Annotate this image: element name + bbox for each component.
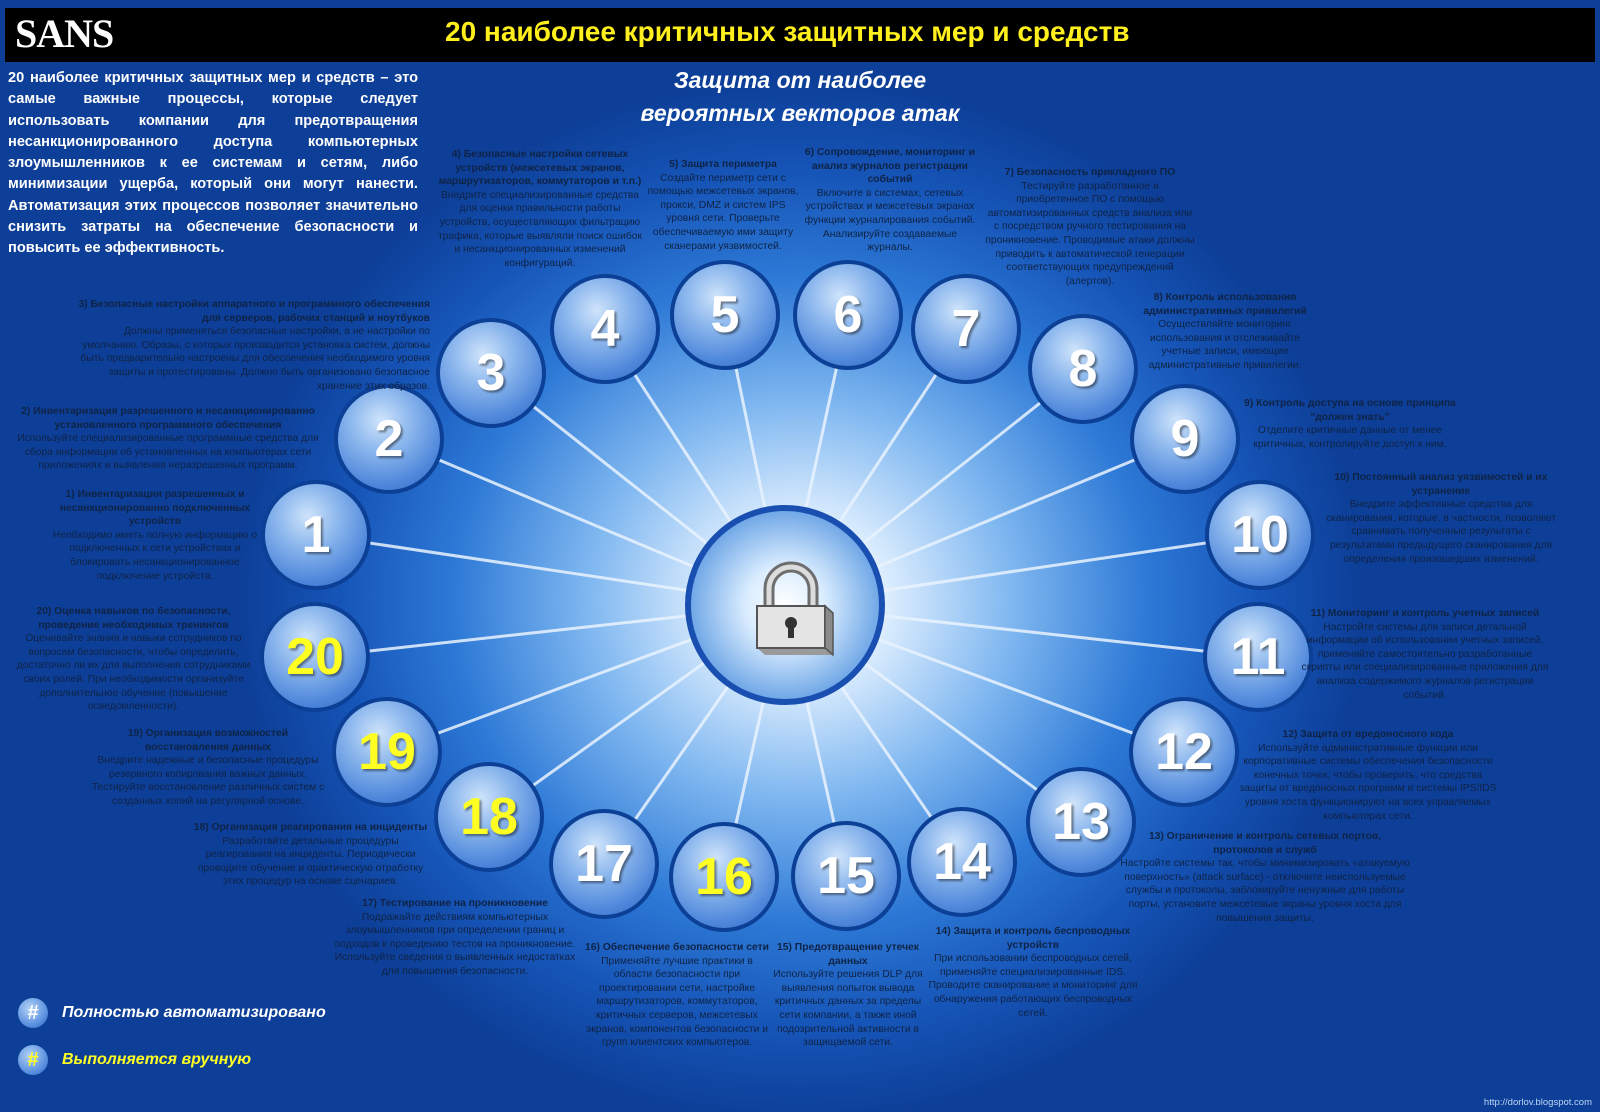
- control-body-13: Настройте системы так, чтобы минимизировать «атакуемую поверхность» (attack surface) - отключите неиспользуемые службы и протоколы, заблокируйте ненужные для работы порты, установите межсетевые экраны уровня хоста для повышения защиты.: [1120, 858, 1410, 924]
- control-title-6: 6) Сопровождение, мониторинг и анализ журналов регистрации событий: [804, 147, 976, 186]
- control-circle-11: 11: [1203, 602, 1313, 712]
- control-title-9: 9) Контроль доступа на основе принципа "должен знать": [1244, 398, 1456, 423]
- control-circle-5: 5: [670, 260, 780, 370]
- control-title-16: 16) Обеспечение безопасности сети: [585, 942, 769, 953]
- control-title-14: 14) Защита и контроль беспроводных устройств: [935, 926, 1131, 951]
- subtitle-line-2: вероятных векторов атак: [640, 100, 960, 126]
- control-description-8: [1130, 291, 1320, 373]
- page-title: 20 наиболее критичных защитных мер и средств: [445, 16, 1130, 47]
- legend-manual-bullet: #: [16, 1043, 50, 1077]
- control-circle-7: 7: [911, 274, 1021, 384]
- control-circle-10: 10: [1205, 480, 1315, 590]
- control-title-20: 20) Оценка навыков по безопасности, проведение необходимых тренингов: [36, 606, 231, 631]
- control-body-12: Используйте административные функции или корпоративные системы обеспечения безопасности конечных точек, чтобы проверить, что средства защиты от вредоносных программ и системы IPS/IDS уровня хоста функционируют на всех управляемых компьютерах сети.: [1239, 742, 1497, 822]
- control-body-7: Тестируйте разработанное и приобретенное ПО с помощью автоматизированных средств анализа или с посредством ручного тестирования на проникновение. Проводимые атаки должны приводить к автоматической генерации соответствующих предупреждений (алертов).: [985, 180, 1195, 287]
- control-description-6: [800, 146, 980, 255]
- control-body-3: Должны применяться безопасные настройки, а не настройки по умолчанию. Образы, с которых производится установка систем, должны быть предварительно настроены для обеспечения необходимого уровня защиты и протестированы. Должно быть организовано безопасное хранение этих образов.: [80, 326, 430, 392]
- control-description-13: [1120, 830, 1410, 925]
- control-circle-6: 6: [793, 260, 903, 370]
- control-body-4: Внедрите специализированные средства для оценки правильности работы устройств, осуществляющих фильтрацию трафика, которые выявляли поиск ошибок и несанкционированных изменений конфигураций.: [437, 189, 643, 269]
- legend-automated-bullet: #: [16, 996, 50, 1030]
- subtitle-line-1: Защита от наиболее: [673, 67, 927, 93]
- center-hub: [685, 505, 885, 705]
- control-description-15: [768, 941, 928, 1050]
- control-title-10: 10) Постоянный анализ уязвимостей и их устранение: [1334, 472, 1548, 497]
- control-title-4: 4) Безопасные настройки сетевых устройств (межсетевых экранов, маршрутизаторов, коммутаторов и т.п.): [438, 149, 642, 188]
- control-circle-2: 2: [334, 384, 444, 494]
- control-body-8: Осуществляйте мониторинг использования и отслеживайте учетные записи, имеющие административные привилегии.: [1148, 319, 1302, 371]
- control-body-9: Отделите критичные данные от менее критичных, контролируйте доступ к ним.: [1253, 425, 1447, 450]
- intro-text: 20 наиболее критичных защитных мер и средств – это самые важные процессы, которые следует использовать компании для предотвращения несанкционированного доступа компьютерных злоумышленников к ее системам и сетям, либо минимизации ущерба, который они могут нанести. Автоматизация этих процессов позволяет значительно снизить затраты на обеспечение безопасности и повысить ее эффективность.: [8, 70, 418, 257]
- control-circle-1: 1: [261, 480, 371, 590]
- control-body-20: Оценивайте знания и навыки сотрудников по вопросам безопасности, чтобы определить, достаточно ли их для выполнения сотрудниками своих ролей. При необходимости организуйте дополнительное обучение (повышение осведомленности).: [16, 633, 251, 713]
- control-description-20: [6, 605, 261, 714]
- control-circle-3: 3: [436, 318, 546, 428]
- control-description-5: [643, 158, 803, 253]
- control-body-11: Настройте системы для записи детальной информации об использовании учетных записей, применяйте самостоятельно разработанные скрипты или специализированные приложения для анализа содержимого журналов регистрации событий.: [1301, 621, 1549, 701]
- padlock-icon: [741, 551, 841, 671]
- control-title-2: 2) Инвентаризация разрешенного и несанкционированно установленного программного обеспечения: [21, 406, 315, 431]
- control-body-15: Используйте решения DLP для выявления попыток вывода критичных данных за пределы сети компании, а также иной подозрительной активности в защищаемой сети.: [773, 969, 923, 1049]
- control-circle-16: 16: [669, 822, 779, 932]
- control-description-10: [1322, 471, 1560, 566]
- control-body-10: Внедрите эффективные средства для сканирования, которые, в частности, позволяют сравнивать полученные результаты с результатами предыдущего сканирования для определения произошедших изменений.: [1326, 499, 1556, 565]
- sans-logo: SANS: [15, 11, 114, 56]
- control-title-1: 1) Инвентаризация разрешенных и несанкционированно подключенных устройств: [59, 489, 251, 528]
- control-circle-20: 20: [260, 602, 370, 712]
- legend-automated: [16, 996, 326, 1030]
- control-circle-9: 9: [1130, 384, 1240, 494]
- control-title-5: 5) Защита периметра: [669, 159, 777, 170]
- control-description-4: [435, 148, 645, 270]
- control-circle-4: 4: [550, 274, 660, 384]
- legend-automated-label: Полностью автоматизировано: [62, 1004, 326, 1021]
- control-body-2: Используйте специализированные программные средства для сбора информации об установленных на компьютерах сети приложениях и выявления неразрешенных программ.: [17, 433, 319, 472]
- control-body-19: Внедрите надежные и безопасные процедуры резервного копирования важных данных. Тестируйте восстановление различных систем с созданных копий на регулярной основе.: [91, 755, 325, 807]
- control-title-17: 17) Тестирование на проникновение: [362, 898, 548, 909]
- control-title-15: 15) Предотвращение утечек данных: [777, 942, 919, 967]
- control-description-16: [582, 941, 772, 1050]
- control-description-18: [188, 821, 433, 889]
- control-description-1: [40, 488, 270, 583]
- control-body-5: Создайте периметр сети с помощью межсетевых экранов, прокси, DMZ и систем IPS уровня сети. Проверьте обеспечиваемую ими защиту сканерами уязвимостей.: [647, 172, 799, 252]
- control-title-18: 18) Организация реагирования на инциденты: [193, 822, 428, 833]
- legend-manual: [16, 1043, 251, 1077]
- control-body-1: Необходимо иметь полную информацию о подключенных к сети устройствах и блокировать несанкционированное подключение устройств.: [52, 529, 258, 582]
- control-circle-8: 8: [1028, 314, 1138, 424]
- control-circle-19: 19: [332, 697, 442, 807]
- control-title-19: 19) Организация возможностей восстановления данных: [127, 728, 289, 753]
- control-description-7: [985, 166, 1195, 288]
- control-circle-18: 18: [434, 762, 544, 872]
- control-title-13: 13) Ограничение и контроль сетевых портов, протоколов и служб: [1148, 831, 1382, 856]
- control-description-14: [918, 925, 1148, 1020]
- control-title-8: 8) Контроль использования административных привилегий: [1143, 292, 1307, 317]
- control-circle-14: 14: [907, 807, 1017, 917]
- control-body-6: Включите в системах, сетевых устройствах и межсетевых экранах функции журналирования событий. Анализируйте создаваемые журналы.: [804, 187, 976, 254]
- control-title-11: 11) Мониторинг и контроль учетных записей: [1310, 608, 1540, 619]
- control-body-16: Применяйте лучшие практики в области безопасности при проектировании сети, настройке маршрутизаторов, коммутаторов, критичных серверов, межсетевых экранов, компонентов безопасности и групп клиентских компьютеров.: [585, 955, 768, 1049]
- control-body-18: Разработайте детальные процедуры реагирования на инциденты. Периодически проводите обучение и практическую отработку этих процедур на основе сценариев.: [197, 835, 424, 888]
- control-title-12: 12) Защита от вредоносного кода: [1282, 729, 1454, 740]
- legend-manual-label: Выполняется вручную: [62, 1051, 252, 1068]
- control-circle-13: 13: [1026, 767, 1136, 877]
- control-description-3: [70, 298, 430, 393]
- control-description-19: [88, 727, 328, 809]
- control-circle-15: 15: [791, 821, 901, 931]
- control-description-9: [1240, 397, 1460, 451]
- footer-url: http://dorlov.blogspot.com: [1483, 1097, 1592, 1108]
- control-circle-12: 12: [1129, 697, 1239, 807]
- control-description-12: [1238, 728, 1498, 823]
- control-body-14: При использовании беспроводных сетей, применяйте специализированные IDS. Проводите сканирование и мониторинг для обнаружения работающих беспроводных сетей.: [928, 953, 1138, 1019]
- control-title-7: 7) Безопасность прикладного ПО: [1004, 167, 1176, 178]
- control-circle-17: 17: [549, 809, 659, 919]
- control-title-3: 3) Безопасные настройки аппаратного и программного обеспечения для серверов, рабочих станций и ноутбуков: [78, 299, 430, 324]
- control-description-17: [330, 897, 580, 979]
- control-description-2: [10, 405, 326, 473]
- control-body-17: Подражайте действиям компьютерных злоумышленников при определении границ и подходов к проведению тестов на проникновение. Используйте сведения о выявленных недостатках для повышения безопасности.: [334, 911, 576, 977]
- control-description-11: [1300, 607, 1550, 702]
